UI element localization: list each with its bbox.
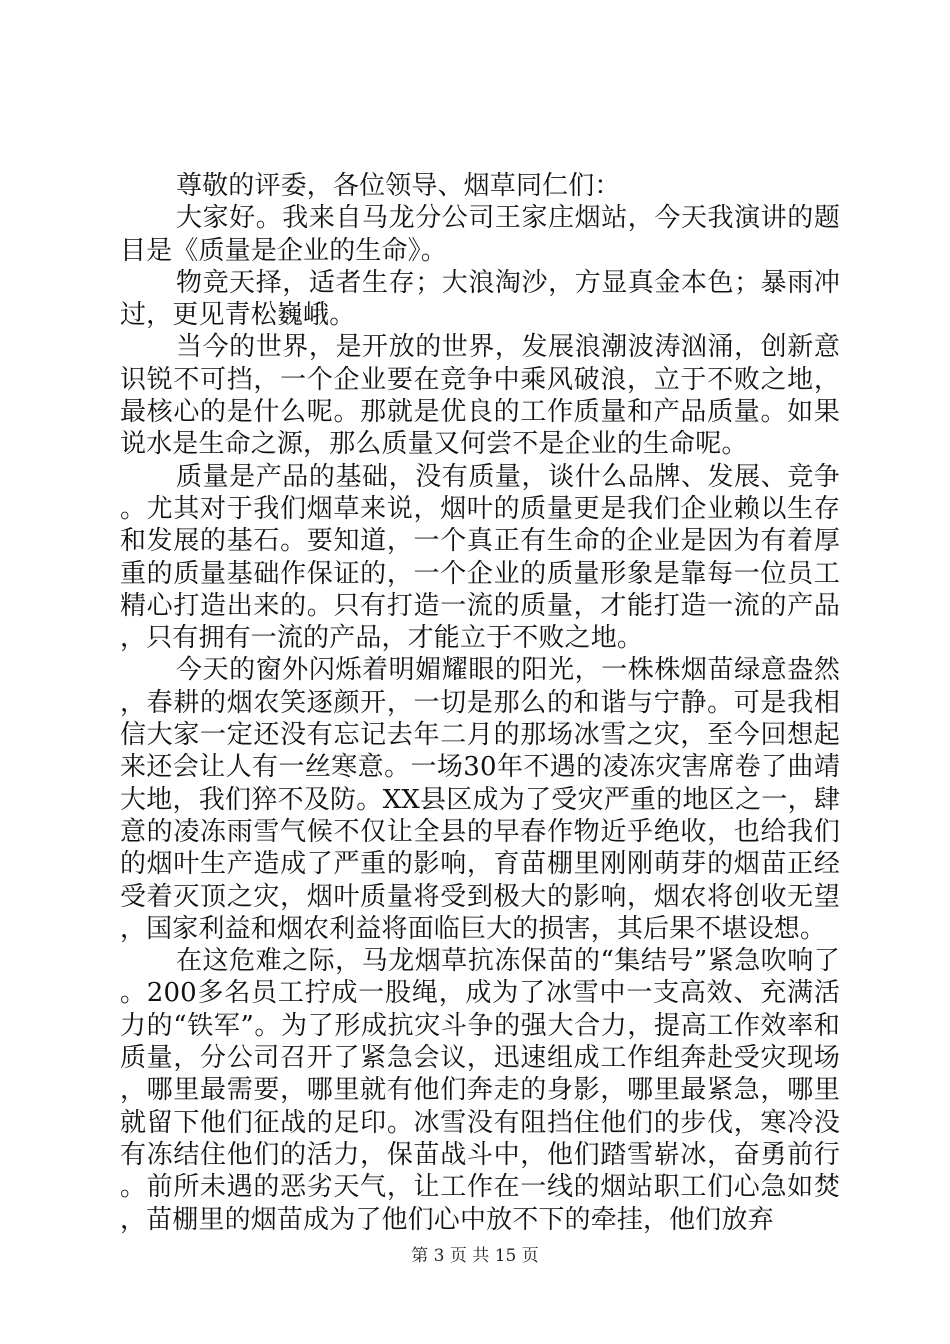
paragraph-ice-disaster: 今天的窗外闪烁着明媚耀眼的阳光，一株株烟苗绿意盎然，春耕的烟农笑逐颜开，一切是那么的和谐与宁静。可是我相信大家一定还没有忘记去年二月的那场冰雪之灾，至今回想起来还会让人有一丝寒意。一场30年不遇的凌冻灾害席卷了曲靖大地，我们猝不及防。XX县区成为了受灾严重的地区之一，肆意的凌冻雨雪气候不仅让全县的早春作物近乎绝收，也给我们的烟叶生产造成了严重的影响，育苗棚里刚刚萌芽的烟苗正经受着灭顶之灾，烟叶质量将受到极大的影响，烟农将创收无望，国家利益和烟农利益将面临巨大的损害，其后果不堪设想。: [120, 655, 840, 944]
paragraph-salutation: 尊敬的评委，各位领导、烟草同仁们：: [176, 171, 621, 201]
paragraph-rescue-effort: 在这危难之际，马龙烟草抗冻保苗的“集结号”紧急吹响了。200多名员工拧成一股绳，成为了冰雪中一支高效、充满活力的“铁军”。为了形成抗灾斗争的强大合力，提高工作效率和质量，分公司召开了紧急会议，迅速组成工作组奔赴受灾现场，哪里最需要，哪里就有他们奔走的身影，哪里最紧急，哪里就留下他们征战的足印。冰雪没有阻挡住他们的步伐，寒冷没有冻结住他们的活力，保苗战斗中，他们踏雪崭冰，奋勇前行。前所未遇的恶劣天气，让工作在一线的烟站职工们心急如焚，苗棚里的烟苗成为了他们心中放不下的牵挂，他们放弃: [120, 946, 840, 1235]
document-body: [120, 170, 840, 1236]
page-number-footer: 第 3 页 共 15 页: [411, 1246, 539, 1266]
paragraph-introduction: 大家好。我来自马龙分公司王家庄烟站，今天我演讲的题目是《质量是企业的生命》。: [120, 203, 840, 266]
paragraph-opening-lines: 物竞天择，适者生存；大浪淘沙，方显真金本色；暴雨冲过，更见青松巍峨。: [120, 267, 840, 331]
paragraph-quality-foundation: 质量是产品的基础，没有质量，谈什么品牌、发展、竞争。尤其对于我们烟草来说，烟叶的质量更是我们企业赖以生存和发展的基石。要知道，一个真正有生命的企业是因为有着厚重的质量基础作保证的，一个企业的质量形象是靠每一位员工精心打造出来的。只有打造一流的质量，才能打造一流的产品，只有拥有一流的产品，才能立于不败之地。: [120, 461, 840, 654]
paragraph-quality-core: 当今的世界，是开放的世界，发展浪潮波涛汹涌，创新意识锐不可挡，一个企业要在竞争中乘风破浪，立于不败之地，最核心的是什么呢。那就是优良的工作质量和产品质量。如果说水是生命之源，那么质量又何尝不是企业的生命呢。: [120, 332, 840, 460]
